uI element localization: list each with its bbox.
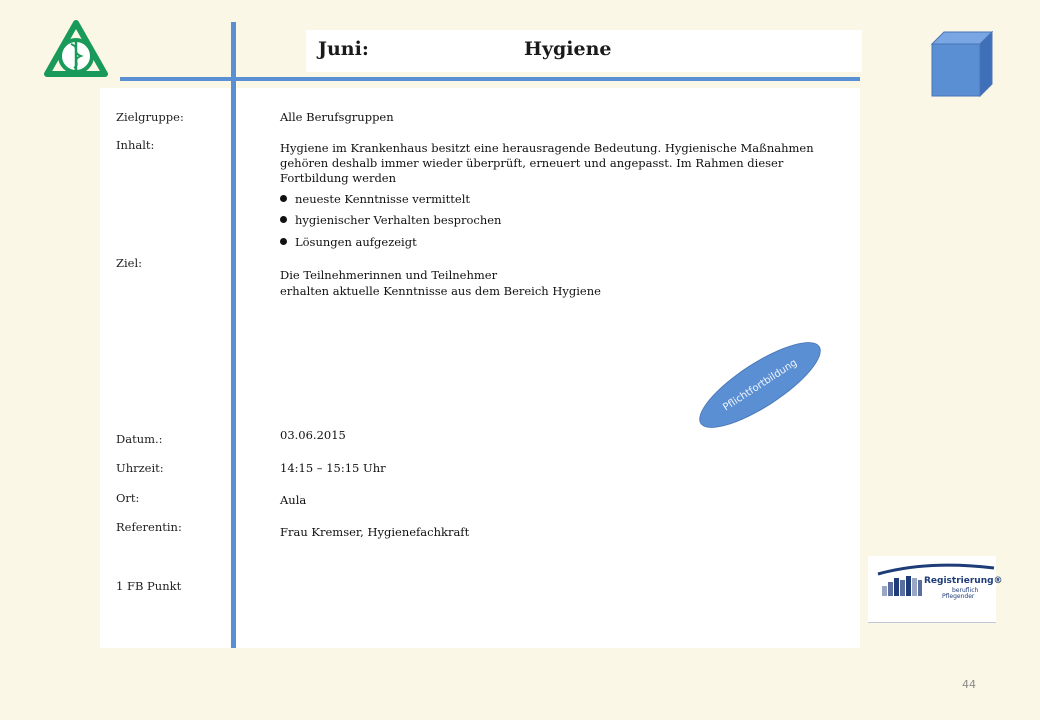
badge-label: Pflichtfortbildung (721, 357, 799, 413)
label-datum: Datum.: (116, 432, 163, 446)
topic-title: Hygiene (524, 38, 612, 60)
label-inhalt: Inhalt: (116, 138, 155, 152)
cube-icon (928, 30, 996, 104)
month-title: Juni: (318, 38, 369, 60)
vertical-divider (231, 22, 236, 648)
value-ort: Aula (280, 493, 307, 507)
horizontal-divider (120, 77, 860, 81)
value-datum: 03.06.2015 (280, 428, 346, 442)
list-item: Lösungen aufgezeigt (280, 235, 417, 249)
list-item: neueste Kenntnisse vermittelt (280, 192, 470, 206)
registration-subline1: beruflich (952, 587, 979, 594)
value-zielgruppe: Alle Berufsgruppen (280, 110, 394, 124)
label-referentin: Referentin: (116, 520, 182, 534)
registration-logo (868, 556, 1003, 623)
value-referentin: Frau Kremser, Hygienefachkraft (280, 525, 470, 539)
label-uhrzeit: Uhrzeit: (116, 461, 164, 475)
label-zielgruppe: Zielgruppe: (116, 110, 184, 124)
list-item: hygienischer Verhalten besprochen (280, 213, 501, 227)
label-ziel: Ziel: (116, 256, 143, 270)
registration-subline2: Pflegender (942, 593, 975, 600)
registration-title: Registrierung® (924, 576, 1003, 586)
label-ort: Ort: (116, 491, 140, 505)
value-ziel-line2: erhalten aktuelle Kenntnisse aus dem Bereich Hygiene (280, 284, 601, 298)
page-number: 44 (962, 678, 976, 691)
caduceus-triangle-icon (44, 20, 108, 82)
label-punkte: 1 FB Punkt (116, 579, 182, 593)
value-ziel-line1: Die Teilnehmerinnen und Teilnehmer (280, 268, 498, 282)
value-inhalt-intro: Hygiene im Krankenhaus besitzt eine herausragende Bedeutung. Hygienische Maßnahmen gehören deshalb immer wieder überprüft, erneuert und angepasst. Im Rahmen dieser Fortbildung werden (280, 141, 814, 185)
value-uhrzeit: 14:15 – 15:15 Uhr (280, 461, 386, 475)
